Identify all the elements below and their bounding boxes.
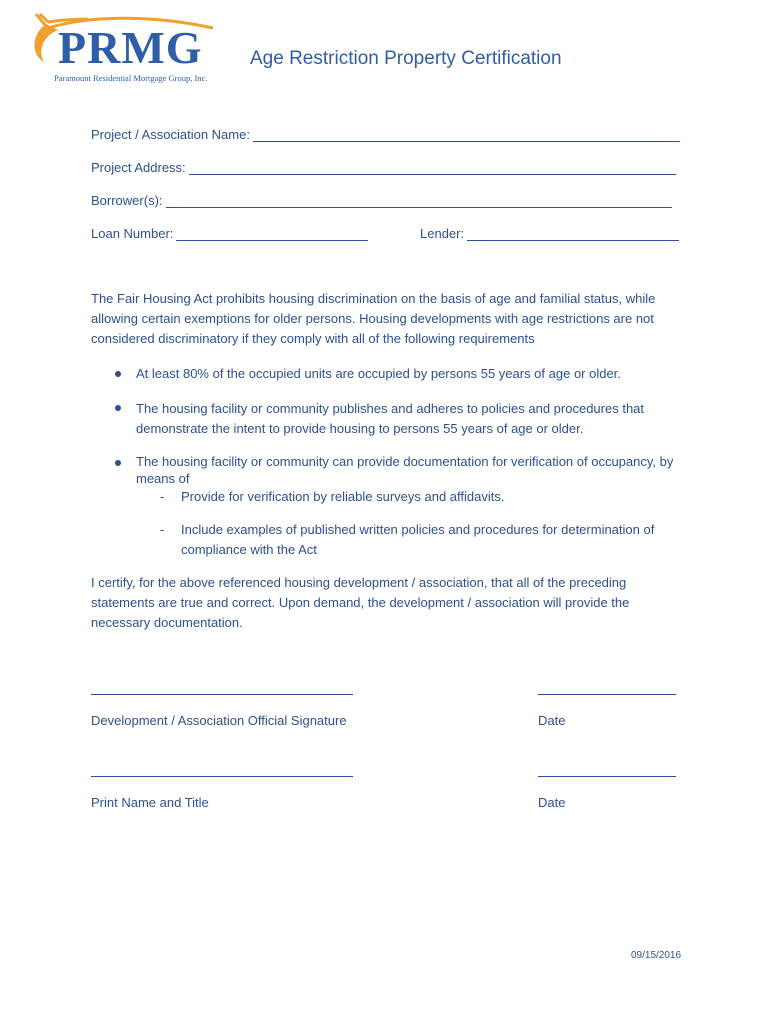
print-name-label: Print Name and Title xyxy=(91,795,209,810)
date-label: Date xyxy=(538,713,566,728)
lender-line[interactable] xyxy=(467,227,679,241)
print-name-line[interactable] xyxy=(91,776,353,777)
prmg-logo xyxy=(28,12,218,87)
project-name-field[interactable] xyxy=(91,127,680,142)
sub-item: Include examples of published written policies and procedures for determination of compliance with the Act xyxy=(181,522,655,557)
revision-date: 09/15/2016 xyxy=(631,950,682,961)
project-address-line[interactable] xyxy=(189,161,676,175)
official-signature-label: Development / Association Official Signature xyxy=(91,713,347,728)
project-name-line[interactable] xyxy=(253,128,680,142)
bullet-icon xyxy=(115,460,121,466)
page-title: Age Restriction Property Certification xyxy=(250,48,562,69)
borrowers-field[interactable] xyxy=(91,193,672,208)
brand-subtitle: Paramount Residential Mortgage Group, Inc. xyxy=(54,73,208,83)
project-address-label: Project Address: xyxy=(91,160,186,175)
bullet-icon xyxy=(115,405,121,411)
lender-field[interactable] xyxy=(420,226,679,241)
brand-wordmark: PRMG xyxy=(58,22,203,73)
date-label: Date xyxy=(538,795,566,810)
loan-number-line[interactable] xyxy=(176,227,368,241)
bullet-item: The housing facility or community can provide documentation for verification of occupancy, by means of xyxy=(136,454,674,486)
intro-paragraph: The Fair Housing Act prohibits housing discrimination on the basis of age and familial status, while allowing certain exemptions for older persons. Housing developments with age restrictions are not considered discriminatory if they comply with all of the following requirements xyxy=(91,291,656,346)
dash-marker: - xyxy=(160,489,165,504)
project-address-field[interactable] xyxy=(91,160,676,175)
lender-label: Lender: xyxy=(420,226,465,241)
date-line[interactable] xyxy=(538,694,676,695)
sub-item: Provide for verification by reliable surveys and affidavits. xyxy=(181,489,505,504)
dash-marker: - xyxy=(160,522,165,537)
loan-number-field[interactable] xyxy=(91,226,368,241)
borrowers-label: Borrower(s): xyxy=(91,193,163,208)
project-name-label: Project / Association Name: xyxy=(91,127,250,142)
loan-number-label: Loan Number: xyxy=(91,226,174,241)
bullet-item: The housing facility or community publishes and adheres to policies and procedures that demonstrate the intent to provide housing to persons 55 years of age or older. xyxy=(136,401,645,436)
certify-paragraph: I certify, for the above referenced housing development / association, that all of the preceding statements are true and correct. Upon demand, the development / association will provide the necessary documentation. xyxy=(91,575,630,630)
signature-line[interactable] xyxy=(91,694,353,695)
bullet-item: At least 80% of the occupied units are occupied by persons 55 years of age or older. xyxy=(136,366,621,381)
date-line[interactable] xyxy=(538,776,676,777)
borrowers-line[interactable] xyxy=(166,194,672,208)
bullet-icon xyxy=(115,371,121,377)
